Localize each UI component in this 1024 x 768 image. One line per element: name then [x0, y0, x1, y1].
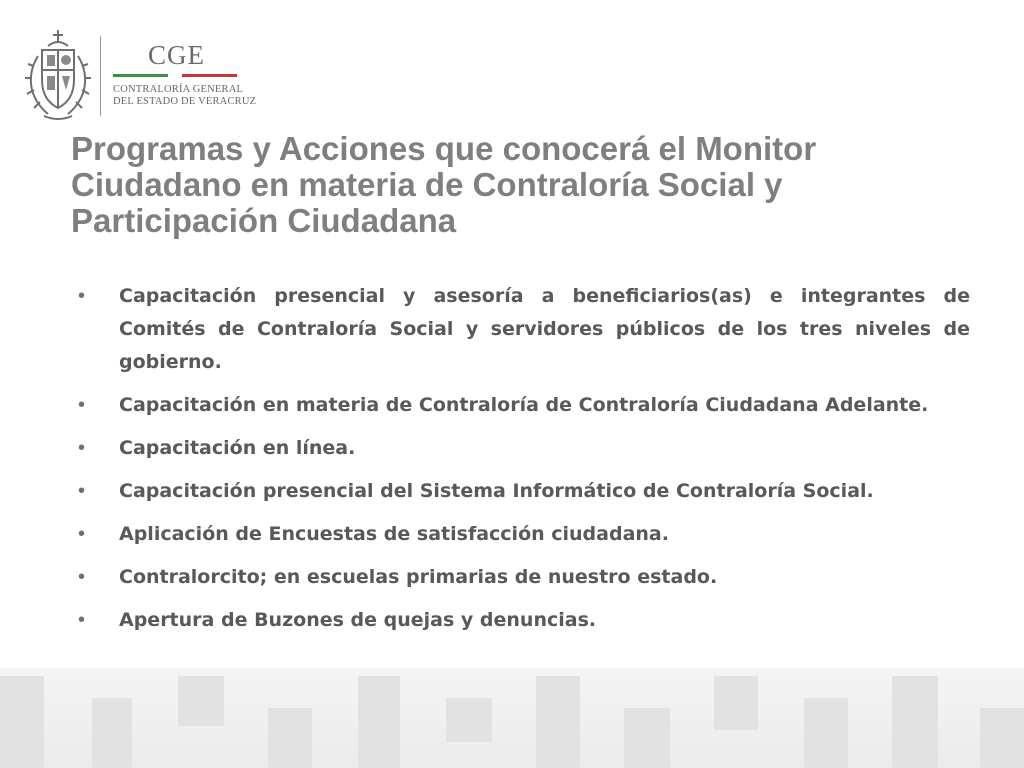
list-item [78, 389, 970, 422]
logo-color-bars [113, 74, 237, 77]
logo-green-bar [113, 74, 168, 77]
bullet-icon: • [78, 285, 86, 307]
bullet-icon: • [78, 480, 86, 502]
bullet-icon: • [78, 437, 86, 459]
footer-tile [892, 676, 938, 768]
decorative-footer-band [0, 668, 1024, 768]
logo-divider [100, 36, 101, 116]
bullet-text: Aplicación de Encuestas de satisfacción ciudadana. [119, 523, 669, 545]
footer-tile [92, 698, 132, 768]
bullet-icon: • [78, 566, 86, 588]
footer-tile [804, 698, 848, 768]
bullet-icon: • [78, 609, 86, 631]
bullet-text: Capacitación presencial y asesoría a beneficiarios(as) e integrantes de Comités de Contraloría Social y servidores públicos de los tres niveles de gobierno. [119, 285, 970, 373]
bullet-text: Capacitación en línea. [119, 437, 356, 459]
footer-tile [358, 676, 400, 768]
footer-tile [0, 676, 44, 768]
list-item [78, 518, 970, 551]
list-item [78, 280, 970, 379]
list-item [78, 604, 970, 637]
logo-red-bar [182, 74, 237, 77]
veracruz-seal-icon [22, 28, 94, 124]
cge-logo-text: CGE [148, 40, 205, 70]
organization-name-line-2: DEL ESTADO DE VERACRUZ [113, 96, 257, 107]
footer-tile [178, 676, 224, 726]
footer-tile [536, 676, 580, 768]
bullet-text: Capacitación en materia de Contraloría de Contraloría Ciudadana Adelante. [119, 394, 929, 416]
bullet-text: Contralorcito; en escuelas primarias de nuestro estado. [119, 566, 718, 588]
footer-tile [980, 708, 1024, 768]
logo-white-bar [168, 74, 182, 77]
footer-tile [446, 698, 492, 742]
organization-name [113, 84, 256, 108]
footer-tile [624, 708, 670, 768]
list-item [78, 561, 970, 594]
program-bullet-list [78, 280, 970, 647]
footer-tile [268, 708, 312, 768]
bullet-icon: • [78, 523, 86, 545]
organization-name-line-1: CONTRALORÍA GENERAL [113, 84, 244, 95]
list-item [78, 432, 970, 465]
slide-title: Programas y Acciones que conocerá el Monitor Ciudadano en materia de Contraloría Social y Participación Ciudadana [71, 130, 817, 239]
bullet-text: Capacitación presencial del Sistema Informático de Contraloría Social. [119, 480, 874, 502]
bullet-icon: • [78, 394, 86, 416]
bullet-text: Apertura de Buzones de quejas y denuncias. [119, 609, 597, 631]
list-item [78, 475, 970, 508]
footer-tile [714, 676, 758, 730]
